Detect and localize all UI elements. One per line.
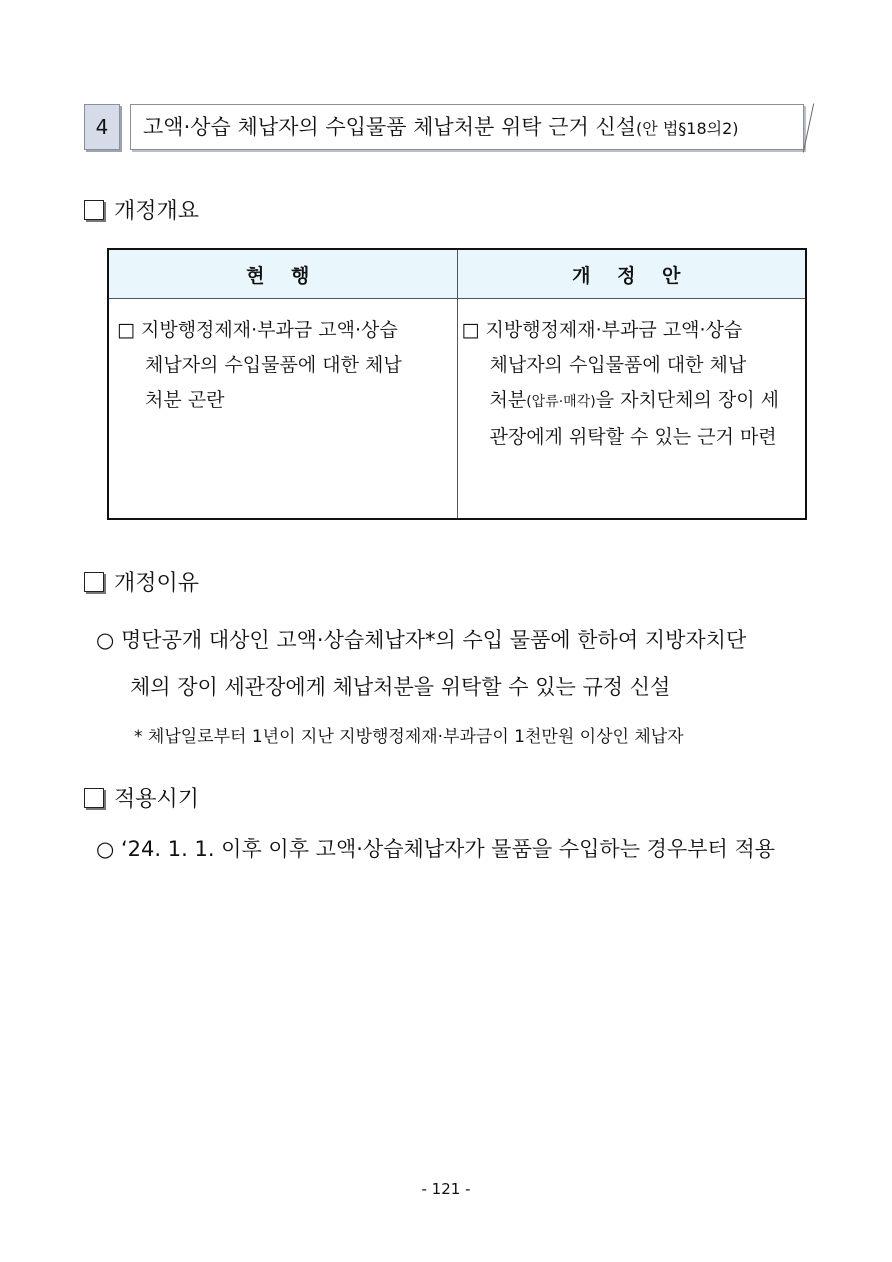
section-title-ref: (안 법§18의2) xyxy=(636,119,739,138)
reason-paragraph-line1: ○ 명단공개 대상인 고액·상습체납자*의 수입 물품에 한하여 지방자치단 xyxy=(96,628,747,652)
heading-effective xyxy=(84,782,199,813)
proposed-line: 관장에게 위탁할 수 있는 근거 마련 xyxy=(489,426,777,448)
effective-paragraph: ○ ‘24. 1. 1. 이후 이후 고액·상습체납자가 물품을 수입하는 경우부터 적용 xyxy=(96,837,776,861)
heading-effective-text: 적용시기 xyxy=(114,787,200,812)
proposed-line: 체납자의 수입물품에 대한 체납 xyxy=(489,354,747,376)
reason-paragraph-line2: 체의 장이 세관장에게 체납처분을 위탁할 수 있는 규정 신설 xyxy=(130,675,671,699)
section-header xyxy=(84,104,806,150)
proposed-line xyxy=(462,383,806,420)
heading-overview xyxy=(84,194,199,225)
checkbox-icon xyxy=(84,200,104,220)
current-line: □ 지방행정제재·부과금 고액·상습 xyxy=(117,319,398,341)
cell-proposed xyxy=(457,299,806,520)
heading-reason-text: 개정이유 xyxy=(114,571,200,596)
cell-current xyxy=(108,299,457,520)
heading-reason xyxy=(84,566,199,597)
section-title xyxy=(143,105,739,151)
checkbox-icon xyxy=(84,788,104,808)
current-line: 처분 곤란 xyxy=(145,389,225,411)
section-title-box xyxy=(130,104,804,150)
proposed-line3-part: 처분 xyxy=(489,389,527,411)
current-line: 체납자의 수입물품에 대한 체납 xyxy=(145,354,402,376)
checkbox-icon xyxy=(84,572,104,592)
column-proposed: 개 정 안 xyxy=(457,249,806,299)
reason-footnote: * 체납일로부터 1년이 지난 지방행정제재·부과금이 1천만원 이상인 체납자 xyxy=(134,727,684,747)
section-number: 4 xyxy=(84,104,120,150)
proposed-line3-part: 을 자치단체의 장이 세 xyxy=(595,389,780,411)
comparison-table xyxy=(107,248,807,520)
proposed-line3-small: (압류·매각) xyxy=(526,394,596,410)
section-title-text: 고액·상습 체납자의 수입물품 체납처분 위탁 근거 신설 xyxy=(143,115,637,139)
page-number: - 121 - xyxy=(421,1180,471,1198)
heading-overview-text: 개정개요 xyxy=(114,199,200,224)
column-current: 현 행 xyxy=(108,249,457,299)
proposed-line: □ 지방행정제재·부과금 고액·상습 xyxy=(461,319,743,341)
title-decoration xyxy=(803,103,814,152)
